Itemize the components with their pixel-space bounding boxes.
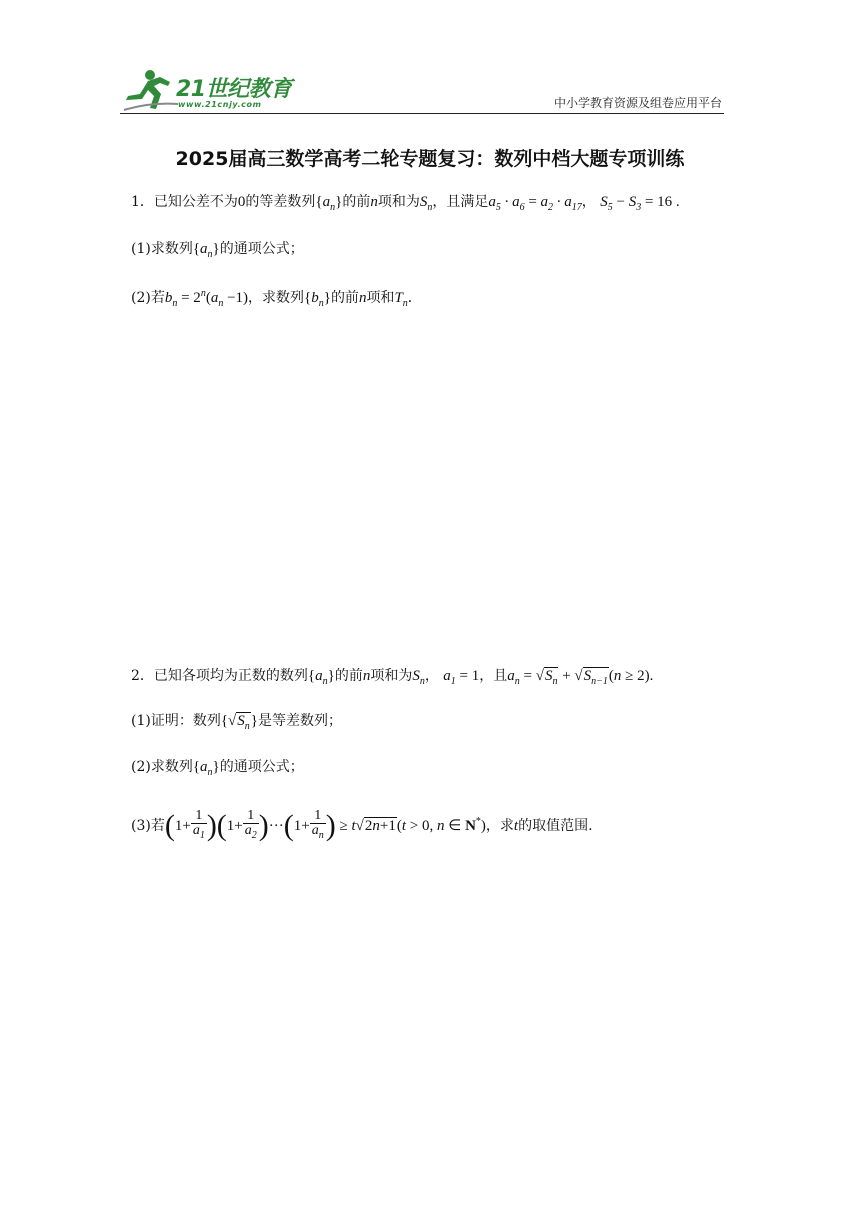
q2-part2: (2)求数列$\{a_n\}$的通项公式； (131, 759, 304, 778)
page-title: 2025届高三数学高考二轮专题复习：数列中档大题专项训练 (175, 148, 685, 170)
logo-text: 21世纪教育 (176, 77, 292, 102)
platform-text: 中小学教育资源及组卷应用平台 (553, 96, 722, 110)
q1-stem: 1．已知公差不为0的等差数列$\{a_n\}$的前n项和为$S_n$，且满足$a_5 \cdot a_6 = a_2 \cdot a_{17}$， $S_5 - S_3 = 16$ . (131, 194, 680, 213)
header-divider (120, 113, 724, 114)
q1-part2: (2)若$b_n = 2^n(a_n -1)$，求数列$\{b_n\}$的前n项和$T_n$． (131, 288, 422, 309)
q2-number: 2． (131, 668, 154, 684)
q1-part1: (1)求数列$\{a_n\}$的通项公式； (131, 241, 304, 260)
logo (120, 66, 320, 114)
q2-stem: 2．已知各项均为正数的数列$\{a_n\}$的前n项和为$S_n$， $a_1 = 1$，且$a_n = √S_n + √S_{n-1}(n \ge 2)$. (131, 668, 654, 687)
q1-number: 1． (131, 194, 154, 210)
logo-url: www.21cnjy.com (178, 100, 262, 109)
q2-part3: (3)若(1+ $\frac{1}{a_1}$ )(1+ $\frac{1}{a_2}$ )···(1+ $\frac{1}{a_n}$ ) ≥ t√2n+1(t > 0, n ∈ N*)，求t的取值范围. (131, 808, 593, 842)
page-header (120, 66, 724, 114)
q2-part1: (1)证明：数列$\{√S_n\}$是等差数列； (131, 713, 342, 732)
runner-icon (120, 66, 180, 114)
